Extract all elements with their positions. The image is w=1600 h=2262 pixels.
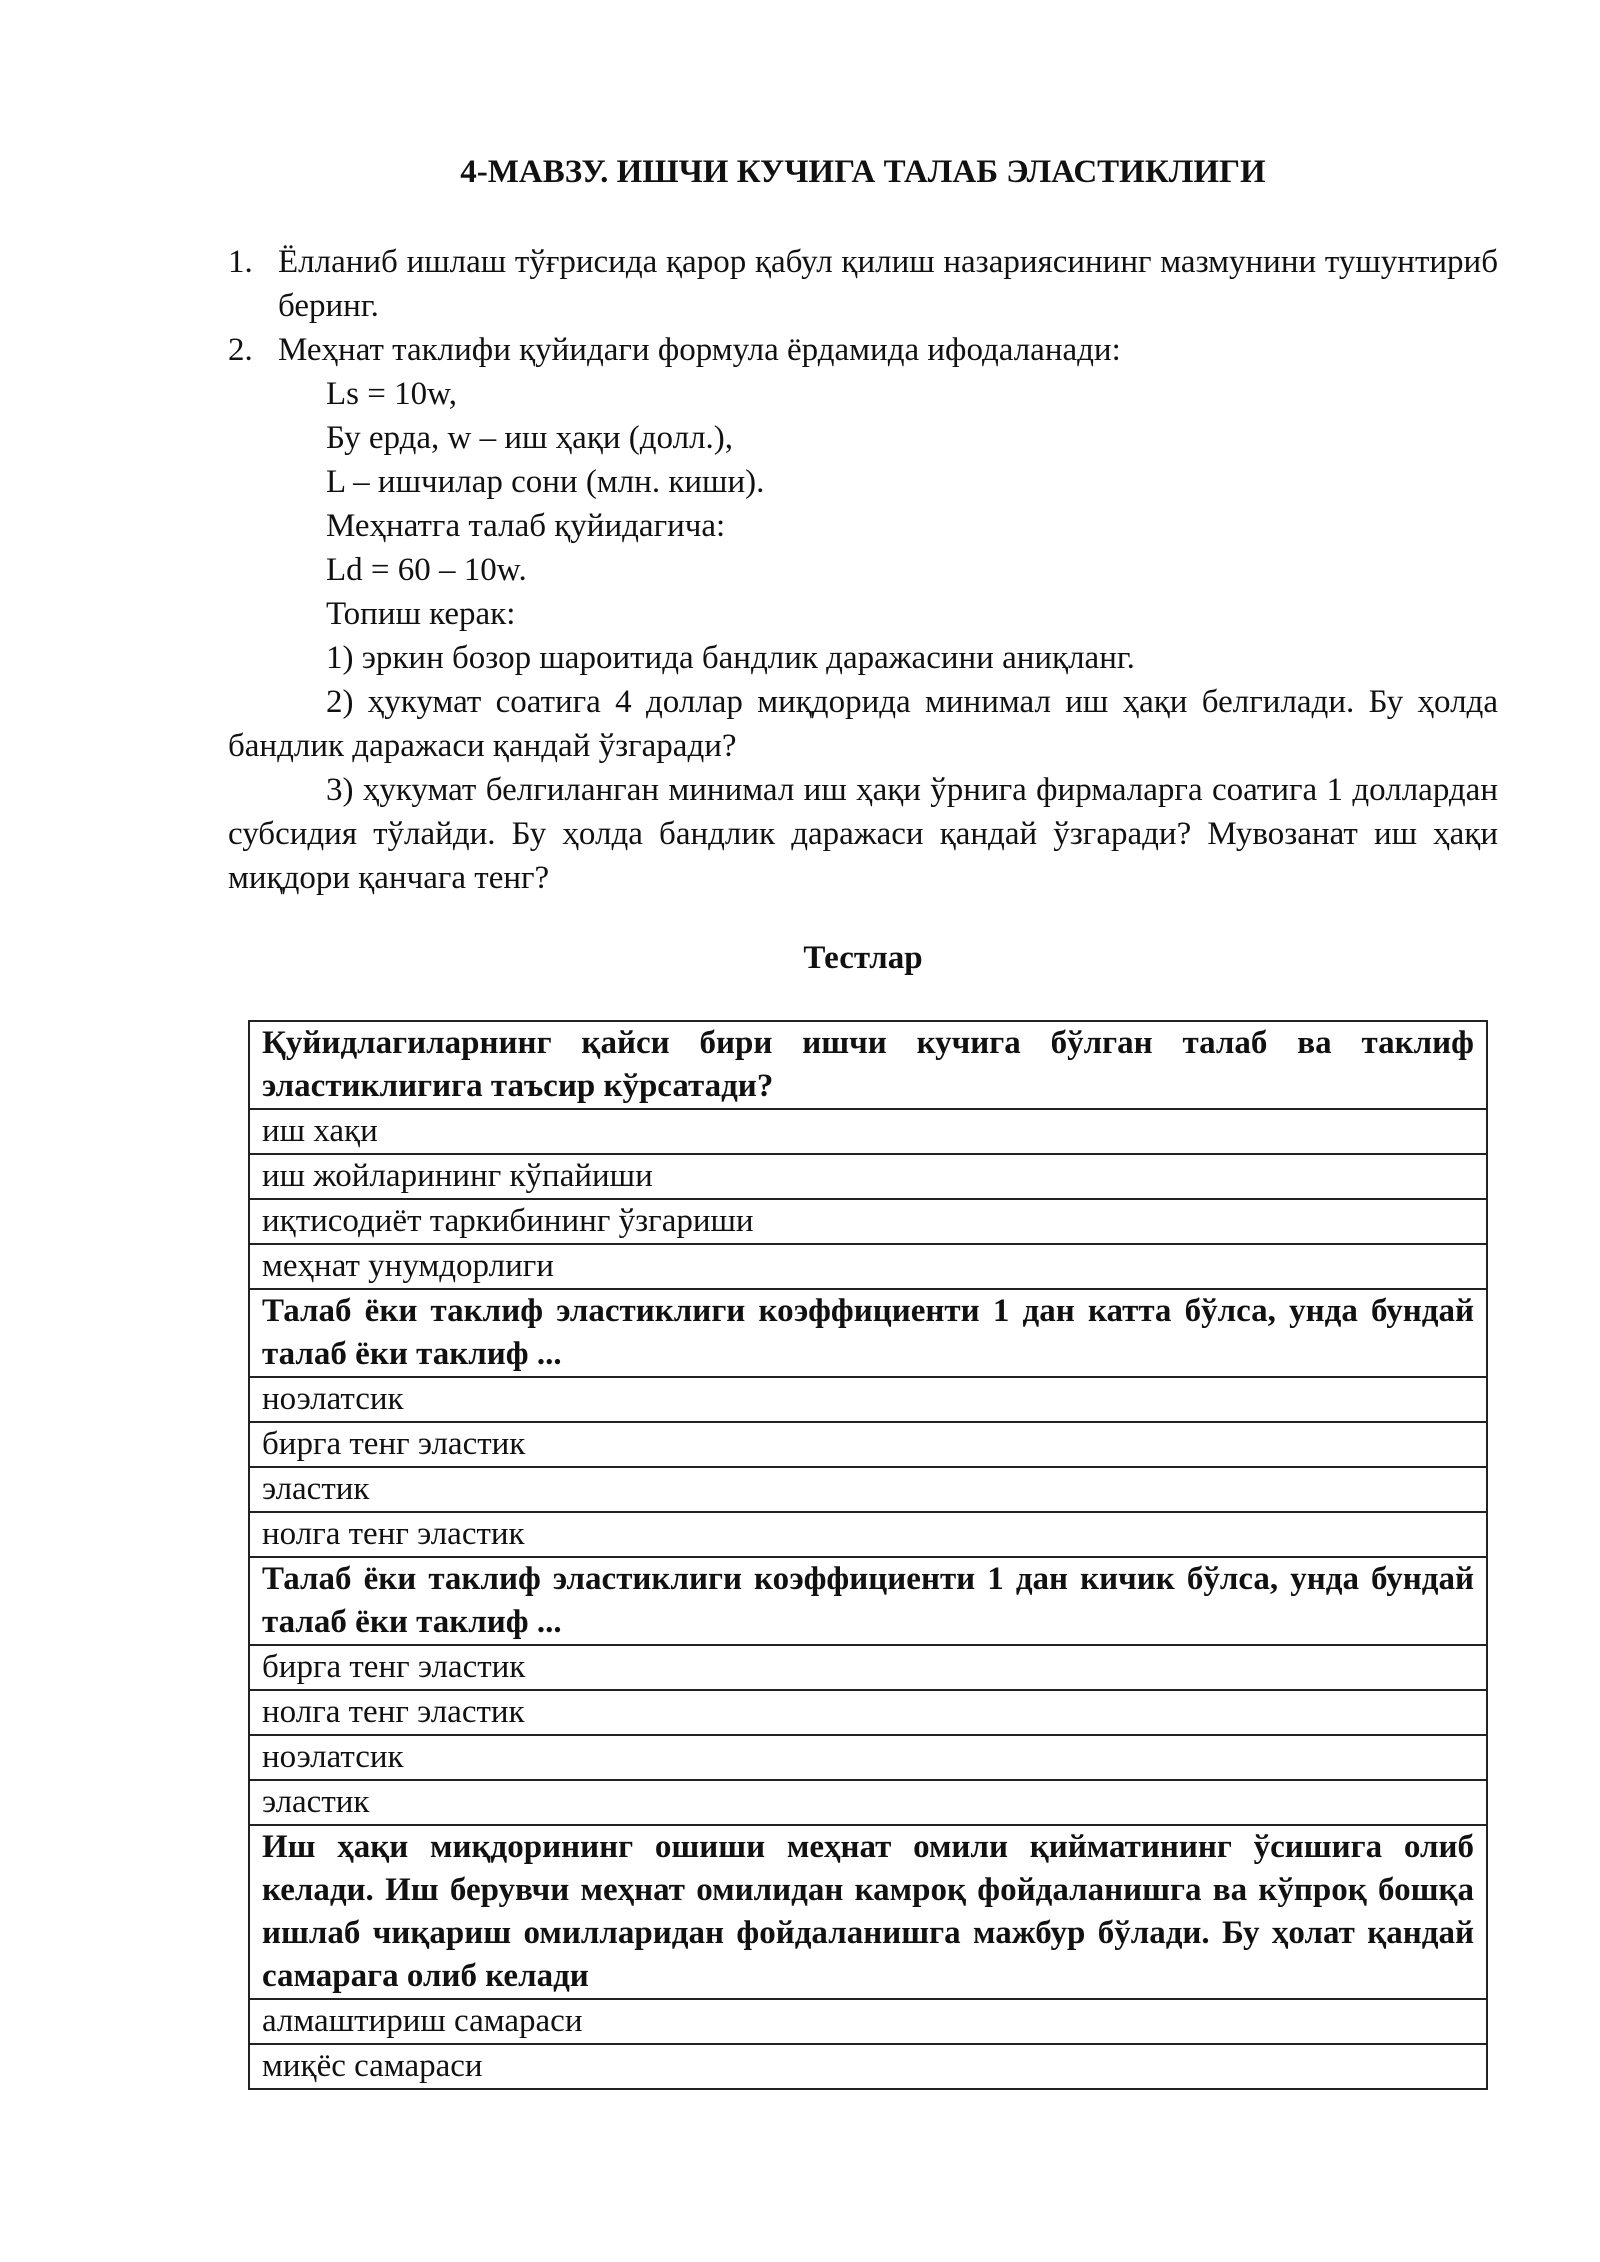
test-option: алмаштириш самараси	[249, 1999, 1487, 2044]
page-title: 4-МАВЗУ. ИШЧИ КУЧИГА ТАЛАБ ЭЛАСТИКЛИГИ	[460, 154, 1266, 190]
test-option: меҳнат унумдорлиги	[249, 1244, 1487, 1289]
test-option: нолга тенг эластик	[249, 1690, 1487, 1735]
test-question: Қуйидлагиларнинг қайси бири ишчи кучига бўлган талаб ва таклиф эластиклигига таъсир кўрсатади?	[249, 1021, 1487, 1109]
test-option: бирга тенг эластик	[249, 1645, 1487, 1690]
table-row	[249, 1244, 1487, 1289]
table-row	[249, 1289, 1487, 1377]
question-text: Ёлланиб ишлаш тўғрисида қарор қабул қилиш назариясининг мазмунини тушунтириб беринг.	[278, 244, 1498, 324]
test-option: иш жойларининг кўпайиши	[249, 1154, 1487, 1199]
workers-definition: L – ишчилар сони (млн. киши).	[326, 464, 765, 500]
test-option: эластик	[249, 1467, 1487, 1512]
task-2: 2) ҳукумат соатига 4 доллар миқдорида минимал иш ҳақи белгилади. Бу ҳолда бандлик даражаси қандай ўзгаради?	[228, 684, 1498, 764]
task-1: 1) эркин бозор шароитида бандлик даражасини аниқланг.	[326, 640, 1135, 676]
question-text: Меҳнат таклифи қуйидаги формула ёрдамида ифодаланади:	[278, 332, 1121, 368]
test-option: нолга тенг эластик	[249, 1512, 1487, 1557]
table-row	[249, 2044, 1487, 2089]
question-number: 1.	[228, 244, 253, 280]
test-option: эластик	[249, 1780, 1487, 1825]
test-option: ноэлатсик	[249, 1735, 1487, 1780]
table-row	[249, 1825, 1487, 1999]
table-row	[249, 1154, 1487, 1199]
question-1	[228, 240, 1498, 328]
test-question: Иш ҳақи миқдорининг ошиши меҳнат омили қийматининг ўсишига олиб келади. Иш берувчи меҳнат омилидан камроқ фойдаланишга ва кўпроқ бошқа ишлаб чиқариш омилларидан фойдаланишга мажбур бўлади. Бу ҳолат қандай самарага олиб келади	[249, 1825, 1487, 1999]
test-option: бирга тенг эластик	[249, 1422, 1487, 1467]
test-question: Талаб ёки таклиф эластиклиги коэффициенти 1 дан катта бўлса, унда бундай талаб ёки таклиф ...	[249, 1289, 1487, 1377]
find-label: Топиш керак:	[326, 596, 516, 632]
table-row	[249, 1690, 1487, 1735]
table-row	[249, 1199, 1487, 1244]
demand-intro: Меҳнатга талаб қуйидагича:	[326, 508, 726, 544]
table-row	[249, 1377, 1487, 1422]
table-row	[249, 1109, 1487, 1154]
demand-formula: Ld = 60 – 10w.	[326, 552, 527, 588]
wage-definition: Бу ерда, w – иш ҳақи (долл.),	[326, 420, 734, 456]
table-row	[249, 1645, 1487, 1690]
tests-table	[248, 1020, 1488, 2090]
test-option: иқтисодиёт таркибининг ўзгариши	[249, 1199, 1487, 1244]
table-row	[249, 1512, 1487, 1557]
table-row	[249, 1557, 1487, 1645]
table-row	[249, 1999, 1487, 2044]
test-option: иш хақи	[249, 1109, 1487, 1154]
table-row	[249, 1422, 1487, 1467]
table-row	[249, 1735, 1487, 1780]
supply-formula: Ls = 10w,	[326, 376, 458, 412]
task-3: 3) ҳукумат белгиланган минимал иш ҳақи ўрнига фирмаларга соатига 1 доллардан субсидия тўлайди. Бу ҳолда бандлик даражаси қандай ўзгаради? Мувозанат иш ҳақи миқдори қанчага тенг?	[228, 772, 1498, 896]
table-row	[249, 1780, 1487, 1825]
question-number: 2.	[228, 332, 253, 368]
test-question: Талаб ёки таклиф эластиклиги коэффициенти 1 дан кичик бўлса, унда бундай талаб ёки таклиф ...	[249, 1557, 1487, 1645]
test-option: миқёс самараси	[249, 2044, 1487, 2089]
test-option: ноэлатсик	[249, 1377, 1487, 1422]
question-2	[228, 328, 1498, 372]
tests-title: Тестлар	[803, 940, 923, 976]
table-row	[249, 1021, 1487, 1109]
table-row	[249, 1467, 1487, 1512]
questions-section	[228, 240, 1498, 900]
